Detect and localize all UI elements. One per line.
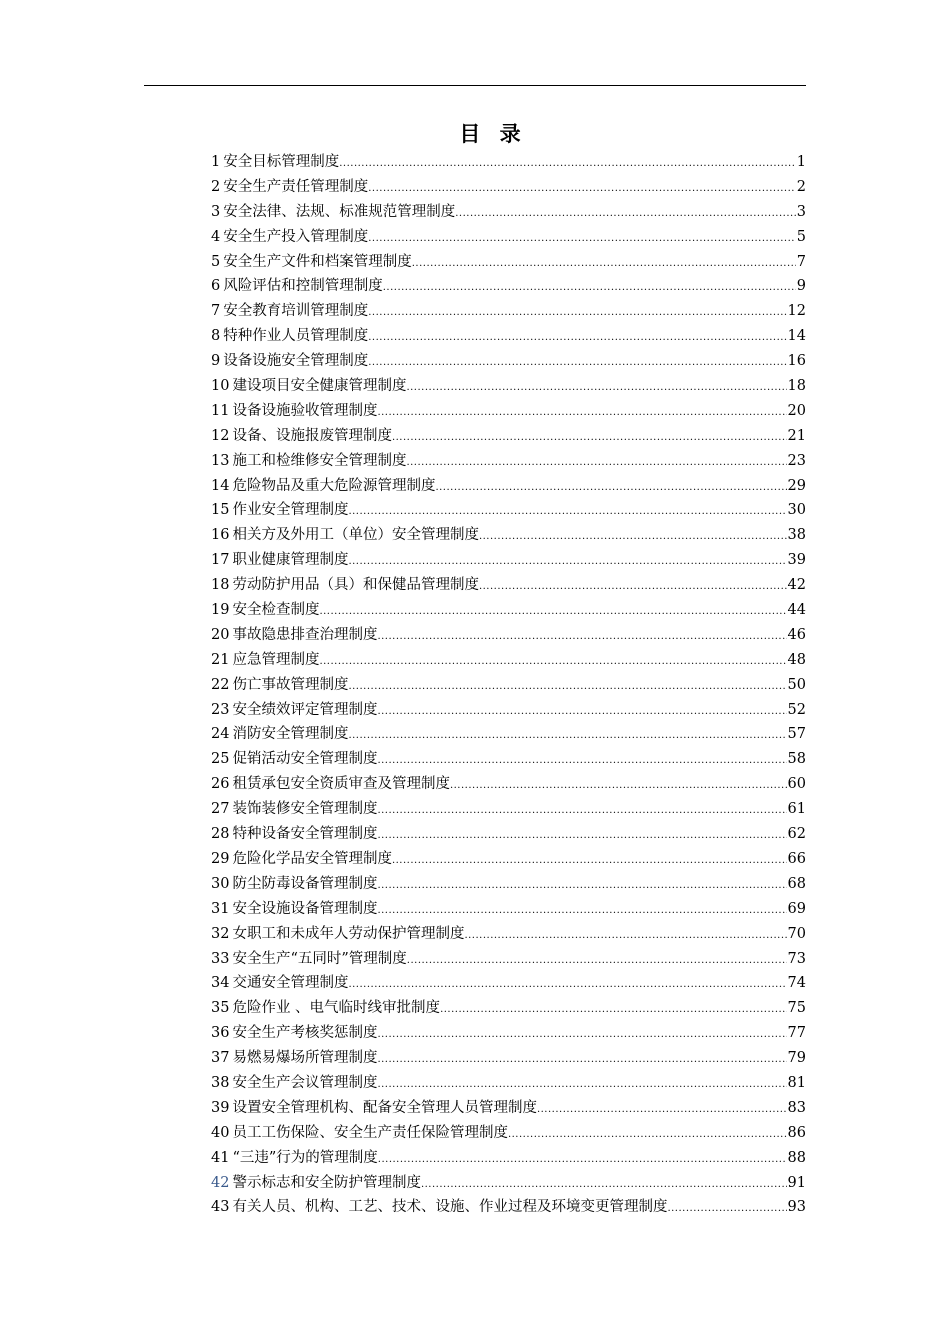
- toc-dot-leader: [464, 924, 786, 949]
- toc-entry-page: 68: [787, 875, 806, 892]
- toc-entry-title: 消防安全管理制度: [232, 726, 349, 743]
- toc-entry-page: 60: [787, 776, 806, 793]
- toc-entry-number: 27: [211, 801, 230, 818]
- toc-entry[interactable]: [211, 324, 806, 349]
- toc-dot-leader: [348, 500, 786, 525]
- toc-entry-page: 3: [796, 203, 806, 220]
- toc-entry-title: 促销活动安全管理制度: [232, 751, 378, 768]
- toc-entry-title: 风险评估和控制管理制度: [223, 278, 383, 295]
- toc-entry[interactable]: [211, 523, 806, 548]
- toc-entry-page: 88: [787, 1149, 806, 1166]
- toc-entry[interactable]: [211, 971, 806, 996]
- toc-entry-number: 3: [211, 203, 221, 220]
- toc-entry-number: 40: [211, 1124, 230, 1141]
- toc-dot-leader: [339, 152, 796, 177]
- toc-entry-page: 16: [787, 353, 806, 370]
- toc-dot-leader: [377, 799, 786, 824]
- toc-entry-title: 警示标志和安全防护管理制度: [232, 1174, 421, 1191]
- toc-entry-page: 66: [787, 850, 806, 867]
- toc-entry-page: 93: [787, 1199, 806, 1216]
- toc-entry-title: 应急管理制度: [232, 651, 320, 668]
- toc-dot-leader: [377, 1048, 786, 1073]
- toc-entry-number: 7: [211, 303, 221, 320]
- toc-entry-page: 91: [787, 1174, 806, 1191]
- toc-entry-page: 29: [787, 477, 806, 494]
- toc-entry-title: 安全教育培训管理制度: [223, 303, 369, 320]
- toc-dot-leader: [368, 326, 786, 351]
- toc-entry[interactable]: [211, 897, 806, 922]
- toc-entry-number: 4: [211, 228, 221, 245]
- toc-dot-leader: [368, 301, 786, 326]
- toc-entry-title: 有关人员、机构、工艺、技术、设施、作业过程及环境变更管理制度: [232, 1199, 668, 1216]
- toc-entry-number: 6: [211, 278, 221, 295]
- toc-dot-leader: [406, 451, 786, 476]
- toc-entry-title: 施工和检维修安全管理制度: [232, 452, 407, 469]
- toc-entry[interactable]: [211, 474, 806, 499]
- toc-entry-title: 设置安全管理机构、配备安全管理人员管理制度: [232, 1099, 537, 1116]
- toc-entry[interactable]: [211, 598, 806, 623]
- toc-entry[interactable]: [211, 623, 806, 648]
- toc-entry[interactable]: [211, 872, 806, 897]
- toc-entry-title: 设备设施安全管理制度: [223, 353, 369, 370]
- toc-entry-title: 特种设备安全管理制度: [232, 826, 378, 843]
- toc-dot-leader: [348, 724, 786, 749]
- toc-entry-title: 安全生产考核奖惩制度: [232, 1025, 378, 1042]
- toc-entry-page: 62: [787, 826, 806, 843]
- toc-dot-leader: [319, 650, 786, 675]
- toc-dot-leader: [377, 824, 786, 849]
- toc-entry[interactable]: [211, 424, 806, 449]
- toc-entry-number: 33: [211, 950, 230, 967]
- toc-entry-number: 37: [211, 1050, 230, 1067]
- toc-entry-title: 设备设施验收管理制度: [232, 402, 378, 419]
- toc-entry-page: 83: [787, 1099, 806, 1116]
- toc-dot-leader: [455, 202, 796, 227]
- toc-entry-page: 46: [787, 626, 806, 643]
- toc-entry-page: 38: [787, 527, 806, 544]
- toc-entry[interactable]: [211, 349, 806, 374]
- toc-entry[interactable]: [211, 1096, 806, 1121]
- toc-entry-title: 事故隐患排查治理制度: [232, 626, 378, 643]
- toc-entry-number: 32: [211, 925, 230, 942]
- toc-entry-title: 易燃易爆场所管理制度: [232, 1050, 378, 1067]
- toc-entry-number: 30: [211, 875, 230, 892]
- toc-entry[interactable]: [211, 548, 806, 573]
- toc-entry-number: 42: [211, 1174, 230, 1191]
- toc-entry-title: 伤亡事故管理制度: [232, 676, 349, 693]
- toc-entry-number: 43: [211, 1199, 230, 1216]
- toc-dot-leader: [377, 401, 786, 426]
- toc-dot-leader: [421, 1173, 787, 1198]
- toc-entry[interactable]: [211, 947, 806, 972]
- toc-entry-page: 30: [787, 502, 806, 519]
- toc-entry-title: “三违”行为的管理制度: [232, 1149, 378, 1166]
- toc-entry[interactable]: [211, 1171, 806, 1196]
- toc-entry[interactable]: [211, 573, 806, 598]
- toc-entry[interactable]: [211, 175, 806, 200]
- toc-entry[interactable]: [211, 150, 806, 175]
- toc-entry-page: 73: [787, 950, 806, 967]
- toc-entry-number: 23: [211, 701, 230, 718]
- toc-entry-title: 危险化学品安全管理制度: [232, 850, 392, 867]
- toc-entry[interactable]: [211, 274, 806, 299]
- toc-dot-leader: [368, 177, 796, 202]
- toc-entry-number: 10: [211, 378, 230, 395]
- toc-entry-page: 75: [787, 1000, 806, 1017]
- toc-entry-page: 77: [787, 1025, 806, 1042]
- toc-dot-leader: [348, 550, 786, 575]
- toc-entry-number: 39: [211, 1099, 230, 1116]
- toc-entry-page: 2: [796, 178, 806, 195]
- toc-entry-page: 79: [787, 1050, 806, 1067]
- toc-dot-leader: [377, 625, 786, 650]
- toc-entry[interactable]: [211, 822, 806, 847]
- toc-entry-number: 9: [211, 353, 221, 370]
- toc-entry[interactable]: [211, 1046, 806, 1071]
- toc-entry[interactable]: [211, 399, 806, 424]
- toc-entry[interactable]: [211, 772, 806, 797]
- toc-entry[interactable]: [211, 996, 806, 1021]
- toc-dot-leader: [392, 426, 787, 451]
- toc-entry-number: 29: [211, 850, 230, 867]
- toc-dot-leader: [348, 675, 786, 700]
- toc-entry-title: 装饰装修安全管理制度: [232, 801, 378, 818]
- toc-entry-number: 13: [211, 452, 230, 469]
- toc-entry-title: 作业安全管理制度: [232, 502, 349, 519]
- toc-entry-page: 48: [787, 651, 806, 668]
- toc-entry-number: 26: [211, 776, 230, 793]
- toc-entry-title: 安全生产投入管理制度: [223, 228, 369, 245]
- toc-dot-leader: [440, 998, 786, 1023]
- toc-entry-title: 危险作业 、电气临时线审批制度: [232, 1000, 441, 1017]
- toc-entry-number: 24: [211, 726, 230, 743]
- toc-entry-page: 57: [787, 726, 806, 743]
- toc-dot-leader: [368, 351, 786, 376]
- toc-list: [211, 150, 806, 1220]
- toc-dot-leader: [368, 227, 796, 252]
- toc-dot-leader: [377, 899, 786, 924]
- toc-dot-leader: [412, 252, 796, 277]
- toc-entry-title: 建设项目安全健康管理制度: [232, 378, 407, 395]
- toc-entry-number: 15: [211, 502, 230, 519]
- toc-entry-title: 安全绩效评定管理制度: [232, 701, 378, 718]
- toc-entry-number: 31: [211, 900, 230, 917]
- toc-entry-number: 35: [211, 1000, 230, 1017]
- toc-entry-page: 52: [787, 701, 806, 718]
- toc-dot-leader: [479, 575, 787, 600]
- toc-entry-title: 特种作业人员管理制度: [223, 328, 369, 345]
- toc-entry[interactable]: [211, 449, 806, 474]
- toc-dot-leader: [537, 1098, 787, 1123]
- toc-dot-leader: [377, 1023, 786, 1048]
- toc-entry-page: 70: [787, 925, 806, 942]
- toc-entry-number: 17: [211, 552, 230, 569]
- toc-entry[interactable]: [211, 847, 806, 872]
- toc-entry-number: 11: [211, 402, 230, 419]
- toc-dot-leader: [392, 849, 787, 874]
- toc-entry-title: 交通安全管理制度: [232, 975, 349, 992]
- toc-entry-number: 2: [211, 178, 221, 195]
- toc-entry-title: 安全生产会议管理制度: [232, 1074, 378, 1091]
- toc-title: 目 录: [459, 121, 527, 146]
- toc-entry[interactable]: [211, 698, 806, 723]
- toc-entry[interactable]: [211, 1071, 806, 1096]
- toc-entry-number: 12: [211, 427, 230, 444]
- toc-entry[interactable]: [211, 200, 806, 225]
- toc-dot-leader: [377, 874, 786, 899]
- toc-entry[interactable]: [211, 1195, 806, 1220]
- toc-entry-number: 19: [211, 602, 230, 619]
- toc-entry-title: 安全生产责任管理制度: [223, 178, 369, 195]
- toc-entry-number: 38: [211, 1074, 230, 1091]
- toc-entry-page: 74: [787, 975, 806, 992]
- toc-entry-title: 安全生产文件和档案管理制度: [223, 253, 412, 270]
- toc-entry[interactable]: [211, 747, 806, 772]
- toc-entry-title: 安全法律、法规、标准规范管理制度: [223, 203, 456, 220]
- toc-entry-title: 劳动防护用品（具）和保健品管理制度: [232, 577, 479, 594]
- toc-entry[interactable]: [211, 1021, 806, 1046]
- toc-entry[interactable]: [211, 648, 806, 673]
- toc-entry-title: 危险物品及重大危险源管理制度: [232, 477, 436, 494]
- toc-entry-number: 28: [211, 826, 230, 843]
- toc-entry-title: 相关方及外用工（单位）安全管理制度: [232, 527, 479, 544]
- toc-entry-page: 44: [787, 602, 806, 619]
- toc-entry-page: 39: [787, 552, 806, 569]
- header-rule: [144, 85, 806, 86]
- toc-dot-leader: [377, 700, 786, 725]
- toc-entry-page: 81: [787, 1074, 806, 1091]
- toc-entry-number: 25: [211, 751, 230, 768]
- toc-dot-leader: [435, 476, 786, 501]
- toc-entry[interactable]: [211, 498, 806, 523]
- toc-dot-leader: [508, 1123, 787, 1148]
- toc-dot-leader: [479, 525, 787, 550]
- toc-entry-page: 14: [787, 328, 806, 345]
- toc-entry-page: 7: [796, 253, 806, 270]
- toc-dot-leader: [667, 1197, 786, 1222]
- toc-entry-title: 职业健康管理制度: [232, 552, 349, 569]
- toc-entry[interactable]: [211, 225, 806, 250]
- toc-entry-page: 5: [796, 228, 806, 245]
- toc-entry-number: 21: [211, 651, 230, 668]
- toc-entry-title: 防尘防毒设备管理制度: [232, 875, 378, 892]
- toc-entry-page: 1: [796, 154, 806, 170]
- toc-entry-page: 86: [787, 1124, 806, 1141]
- toc-dot-leader: [319, 600, 786, 625]
- toc-entry-title: 安全检查制度: [232, 602, 320, 619]
- toc-entry-number: 5: [211, 253, 221, 270]
- toc-entry-page: 18: [787, 378, 806, 395]
- toc-entry-page: 12: [787, 303, 806, 320]
- toc-entry-title: 安全生产“五同时”管理制度: [232, 950, 407, 967]
- toc-entry-page: 69: [787, 900, 806, 917]
- toc-entry-number: 8: [211, 328, 221, 345]
- toc-entry[interactable]: [211, 299, 806, 324]
- toc-entry-number: 36: [211, 1025, 230, 1042]
- toc-entry[interactable]: [211, 1146, 806, 1171]
- toc-entry[interactable]: [211, 673, 806, 698]
- toc-dot-leader: [377, 749, 786, 774]
- toc-dot-leader: [406, 376, 786, 401]
- toc-entry-number: 14: [211, 477, 230, 494]
- toc-entry-page: 23: [787, 452, 806, 469]
- toc-entry-title: 设备、设施报废管理制度: [232, 427, 392, 444]
- toc-entry[interactable]: [211, 797, 806, 822]
- toc-entry-title: 员工工伤保险、安全生产责任保险管理制度: [232, 1124, 508, 1141]
- toc-entry-page: 58: [787, 751, 806, 768]
- toc-entry-page: 20: [787, 402, 806, 419]
- toc-dot-leader: [383, 276, 796, 301]
- toc-entry-page: 9: [796, 278, 806, 295]
- toc-entry-number: 41: [211, 1149, 230, 1166]
- toc-entry-number: 34: [211, 975, 230, 992]
- toc-entry-page: 42: [787, 577, 806, 594]
- toc-entry-number: 20: [211, 626, 230, 643]
- toc-entry[interactable]: [211, 374, 806, 399]
- toc-entry-number: 18: [211, 577, 230, 594]
- toc-entry-number: 22: [211, 676, 230, 693]
- toc-entry-number: 16: [211, 527, 230, 544]
- toc-entry-page: 21: [787, 427, 806, 444]
- toc-dot-leader: [378, 1148, 787, 1173]
- toc-entry-title: 安全目标管理制度: [223, 154, 340, 170]
- toc-entry[interactable]: [211, 250, 806, 275]
- toc-entry-number: 1: [211, 154, 221, 170]
- toc-entry-page: 61: [787, 801, 806, 818]
- toc-dot-leader: [377, 1073, 786, 1098]
- toc-entry-title: 租赁承包安全资质审查及管理制度: [232, 776, 450, 793]
- toc-entry-title: 女职工和未成年人劳动保护管理制度: [232, 925, 465, 942]
- toc-dot-leader: [450, 774, 787, 799]
- toc-dot-leader: [348, 973, 786, 998]
- toc-entry[interactable]: [211, 922, 806, 947]
- toc-entry-page: 50: [787, 676, 806, 693]
- toc-dot-leader: [407, 949, 787, 974]
- toc-entry[interactable]: [211, 1121, 806, 1146]
- toc-entry[interactable]: [211, 722, 806, 747]
- toc-entry-title: 安全设施设备管理制度: [232, 900, 378, 917]
